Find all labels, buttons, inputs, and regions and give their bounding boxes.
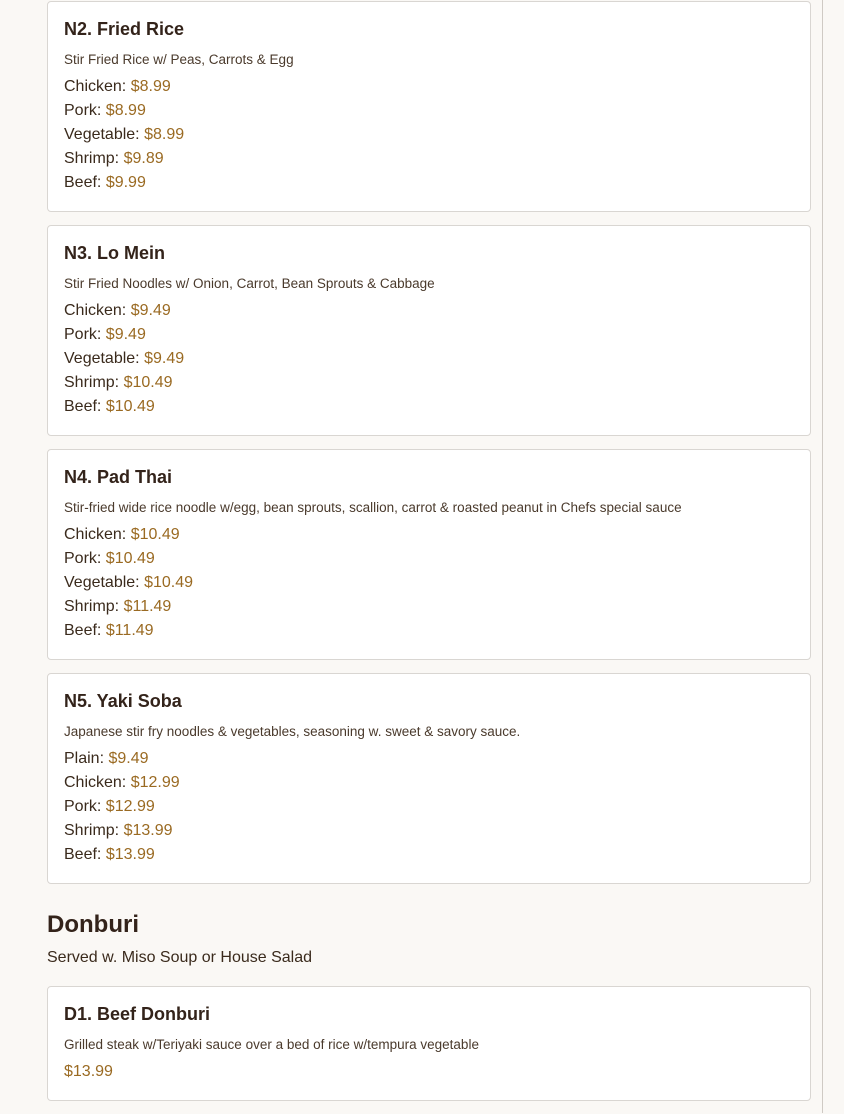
menu-content [47,1,811,1114]
price-value: $8.99 [105,102,146,119]
price-value: $11.49 [105,622,154,639]
menu-item-card [47,986,811,1101]
price-value: $10.49 [130,526,180,543]
price-option-label: Shrimp: [64,822,120,839]
price-option-label: Chicken: [64,302,127,319]
price-option [64,795,794,819]
price-value: $13.99 [123,822,173,839]
price-option [64,571,794,595]
price-option-label: Shrimp: [64,150,120,167]
menu-item-card [47,225,811,436]
price-option [64,299,794,323]
price-value: $10.49 [105,398,155,415]
price-option [64,819,794,843]
price-value: $8.99 [130,78,171,95]
menu-item-description: Stir-fried wide rice noodle w/egg, bean sprouts, scallion, carrot & roasted peanut in Chefs special sauce [64,500,682,515]
price-option-label: Vegetable: [64,574,140,591]
price-option [64,171,794,195]
menu-item-title: N2. Fried Rice [64,19,185,39]
menu-item-card [47,449,811,660]
price-option [64,771,794,795]
price-option [64,747,794,771]
price-option [64,323,794,347]
price-option [64,75,794,99]
price-value: $9.89 [123,150,164,167]
price-option [64,395,794,419]
price-option-label: Chicken: [64,526,127,543]
price-option [64,547,794,571]
price-value: $12.99 [105,798,155,815]
section-subtitle: Served w. Miso Soup or House Salad [47,949,313,966]
price-option-label: Pork: [64,102,102,119]
price-value: $8.99 [144,126,185,143]
price-value: $9.49 [144,350,185,367]
price-value: $13.99 [105,846,155,863]
menu-item-title: N5. Yaki Soba [64,691,182,711]
price-option-label: Beef: [64,398,102,415]
price-option-label: Plain: [64,750,105,767]
price-option [64,1060,794,1084]
price-option-label: Beef: [64,174,102,191]
price-option [64,523,794,547]
price-value: $11.49 [123,598,172,615]
price-option-label: Vegetable: [64,350,140,367]
section-title: Donburi [47,911,139,938]
price-option [64,123,794,147]
price-option [64,371,794,395]
menu-item-description: Stir Fried Noodles w/ Onion, Carrot, Bean Sprouts & Cabbage [64,276,435,291]
price-value: $12.99 [130,774,180,791]
price-option-label: Pork: [64,798,102,815]
price-option-label: Pork: [64,550,102,567]
price-option-label: Beef: [64,622,102,639]
price-option-label: Chicken: [64,774,127,791]
menu-item-title: N4. Pad Thai [64,467,173,487]
price-value: $10.49 [144,574,194,591]
price-option-label: Pork: [64,326,102,343]
menu-item-card [47,673,811,884]
price-value: $9.49 [108,750,149,767]
price-option [64,619,794,643]
price-option-label: Vegetable: [64,126,140,143]
price-value: $9.49 [105,326,146,343]
menu-item-title: N3. Lo Mein [64,243,166,263]
price-option [64,347,794,371]
price-option [64,147,794,171]
price-option-label: Shrimp: [64,598,120,615]
price-option [64,595,794,619]
menu-item-card [47,1,811,212]
price-option-label: Chicken: [64,78,127,95]
menu-item-title: D1. Beef Donburi [64,1004,211,1024]
price-value: $9.49 [130,302,171,319]
price-value: $9.99 [105,174,146,191]
price-option [64,99,794,123]
price-value: $10.49 [123,374,173,391]
price-option-label: Beef: [64,846,102,863]
price-value: $13.99 [64,1063,113,1080]
menu-item-description: Grilled steak w/Teriyaki sauce over a bed of rice w/tempura vegetable [64,1037,479,1052]
menu-item-description: Japanese stir fry noodles & vegetables, seasoning w. sweet & savory sauce. [64,724,521,739]
price-option-label: Shrimp: [64,374,120,391]
price-value: $10.49 [105,550,155,567]
price-option [64,843,794,867]
menu-item-description: Stir Fried Rice w/ Peas, Carrots & Egg [64,52,294,67]
